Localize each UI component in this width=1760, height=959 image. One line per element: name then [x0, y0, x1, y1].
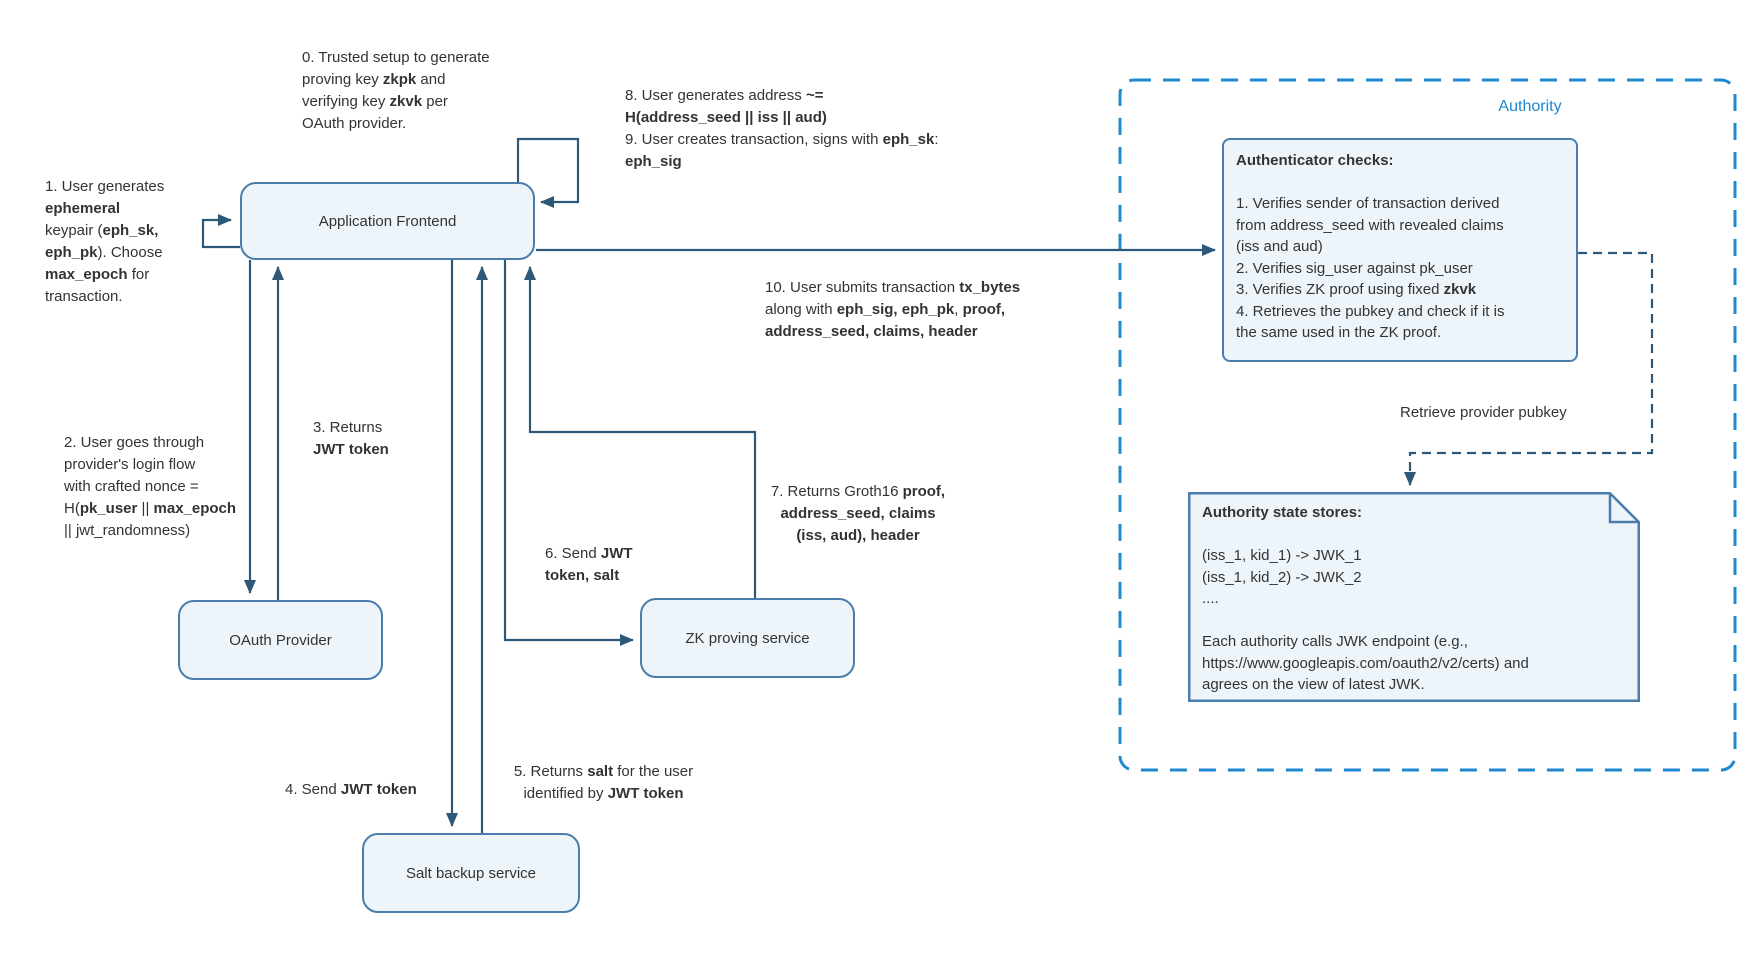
annotation-step-8-9: 8. User generates address ~= H(address_seed || iss || aud) 9. User creates transaction, signs with eph_sk: eph_sig	[625, 87, 939, 170]
authenticator-checks-title: Authenticator checks:	[1236, 152, 1394, 169]
retrieve-provider-pubkey-label: Retrieve provider pubkey	[1400, 404, 1567, 421]
annotation-step-0: 0. Trusted setup to generate proving key zkpk and verifying key zkvk per OAuth provider.	[302, 49, 490, 132]
node-salt-backup-service-label: Salt backup service	[405, 864, 537, 882]
annotation-step-2: 2. User goes through provider's login flow with crafted nonce = H(pk_user || max_epoch || jwt_randomness)	[64, 434, 237, 539]
authority-state-note-body: (iss_1, kid_1) -> JWK_1 (iss_1, kid_2) -> JWK_2 .... Each authority calls JWK endpoint (e.g., https://www.googleapis.com/oauth2/v2/certs) and agrees on the view of latest JWK.	[1202, 547, 1529, 693]
node-oauth-provider	[178, 600, 383, 680]
authority-state-note-title: Authority state stores:	[1202, 504, 1363, 521]
annotation-step-10: 10. User submits transaction tx_bytes along with eph_sig, eph_pk, proof, address_seed, claims, header	[765, 279, 1021, 340]
node-application-frontend	[240, 182, 535, 260]
authority-state-note	[1188, 492, 1640, 702]
authority-label: Authority	[1498, 98, 1562, 115]
node-zk-proving-service-label: ZK proving service	[685, 629, 810, 647]
authenticator-checks-panel	[1222, 138, 1578, 362]
annotation-step-7: 7. Returns Groth16 proof, address_seed, claims (iss, aud), header	[770, 483, 946, 544]
annotation-step-5: 5. Returns salt for the user identified by JWT token	[513, 763, 694, 802]
annotation-step-6: 6. Send JWT token, salt	[545, 545, 633, 584]
annotation-step-3: 3. Returns JWT token	[313, 419, 389, 458]
node-salt-backup-service	[362, 833, 580, 913]
node-oauth-provider-label: OAuth Provider	[229, 631, 332, 649]
node-zk-proving-service	[640, 598, 855, 678]
node-application-frontend-label: Application Frontend	[318, 212, 457, 230]
authority-state-note-text	[1188, 492, 1640, 702]
annotation-step-4: 4. Send JWT token	[285, 781, 417, 798]
annotation-step-1: 1. User generates ephemeral keypair (eph_sk, eph_pk). Choose max_epoch for transaction.	[45, 178, 165, 305]
authenticator-checks-body: 1. Verifies sender of transaction derived from address_seed with revealed claims (iss and aud) 2. Verifies sig_user against pk_user 3. Verifies ZK proof using fixed zkvk 4. Retrieves the pubkey and check if it is the same used in the ZK proof.	[1236, 195, 1505, 341]
arrow-self-loop-keypair	[203, 220, 240, 247]
